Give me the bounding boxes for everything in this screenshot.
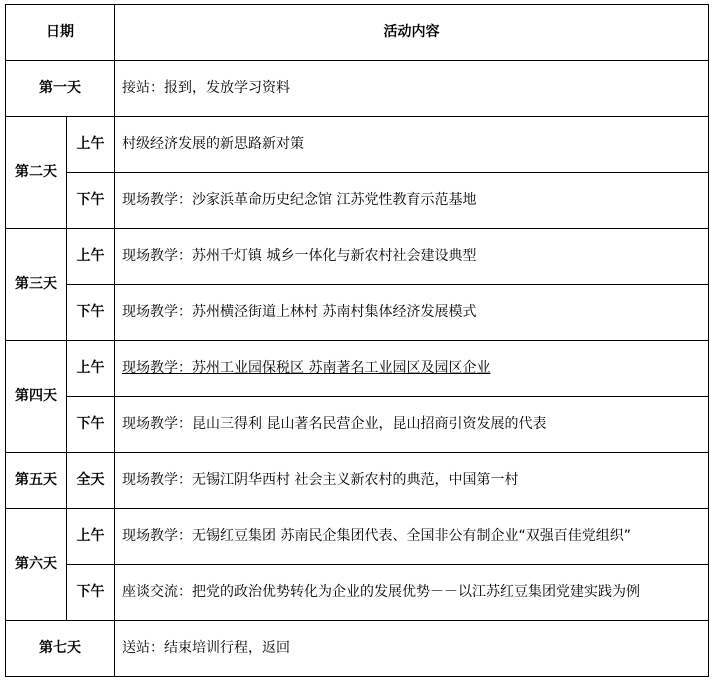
day1-label: 第一天 (6, 61, 115, 117)
day5-content: 现场教学：无锡江阴华西村 社会主义新农村的典范，中国第一村 (115, 453, 709, 509)
day3-am-row (6, 229, 709, 285)
day3-label: 第三天 (6, 229, 67, 341)
day4-pm-content: 现场教学：昆山三得利 昆山著名民营企业，昆山招商引资发展的代表 (115, 397, 709, 453)
day4-am-row (6, 341, 709, 397)
day7-row (6, 621, 709, 677)
day5-slot: 全天 (67, 453, 115, 509)
day4-am-content-text: 现场教学：苏州工业园保税区 苏南著名工业园区及园区企业 (122, 360, 491, 377)
day4-am-content (115, 341, 709, 397)
day6-am-slot: 上午 (67, 509, 115, 565)
day3-pm-slot: 下午 (67, 285, 115, 341)
day3-pm-row (6, 285, 709, 341)
schedule-table (5, 4, 709, 677)
day2-pm-slot: 下午 (67, 173, 115, 229)
day5-row (6, 453, 709, 509)
day6-pm-row (6, 565, 709, 621)
day6-pm-content: 座谈交流：把党的政治优势转化为企业的发展优势－－以江苏红豆集团党建实践为例 (115, 565, 709, 621)
day1-row (6, 61, 709, 117)
day2-pm-row (6, 173, 709, 229)
day1-content: 接站：报到，发放学习资料 (115, 61, 709, 117)
day7-label: 第七天 (6, 621, 115, 677)
day4-pm-row (6, 397, 709, 453)
date-header: 日期 (6, 5, 115, 61)
day6-pm-slot: 下午 (67, 565, 115, 621)
day4-pm-slot: 下午 (67, 397, 115, 453)
day6-am-content: 现场教学：无锡红豆集团 苏南民企集团代表、全国非公有制企业“双强百佳党组织” (115, 509, 709, 565)
day3-am-content: 现场教学：苏州千灯镇 城乡一体化与新农村社会建设典型 (115, 229, 709, 285)
content-header: 活动内容 (115, 5, 709, 61)
day6-am-row (6, 509, 709, 565)
day7-content: 送站：结束培训行程，返回 (115, 621, 709, 677)
day4-am-slot: 上午 (67, 341, 115, 397)
day2-am-content: 村级经济发展的新思路新对策 (115, 117, 709, 173)
day2-pm-content: 现场教学：沙家浜革命历史纪念馆 江苏党性教育示范基地 (115, 173, 709, 229)
day3-pm-content: 现场教学：苏州横泾街道上林村 苏南村集体经济发展模式 (115, 285, 709, 341)
day4-label: 第四天 (6, 341, 67, 453)
day3-am-slot: 上午 (67, 229, 115, 285)
day2-am-slot: 上午 (67, 117, 115, 173)
day2-am-row (6, 117, 709, 173)
day5-label: 第五天 (6, 453, 67, 509)
header-row (6, 5, 709, 61)
day2-label: 第二天 (6, 117, 67, 229)
day6-label: 第六天 (6, 509, 67, 621)
